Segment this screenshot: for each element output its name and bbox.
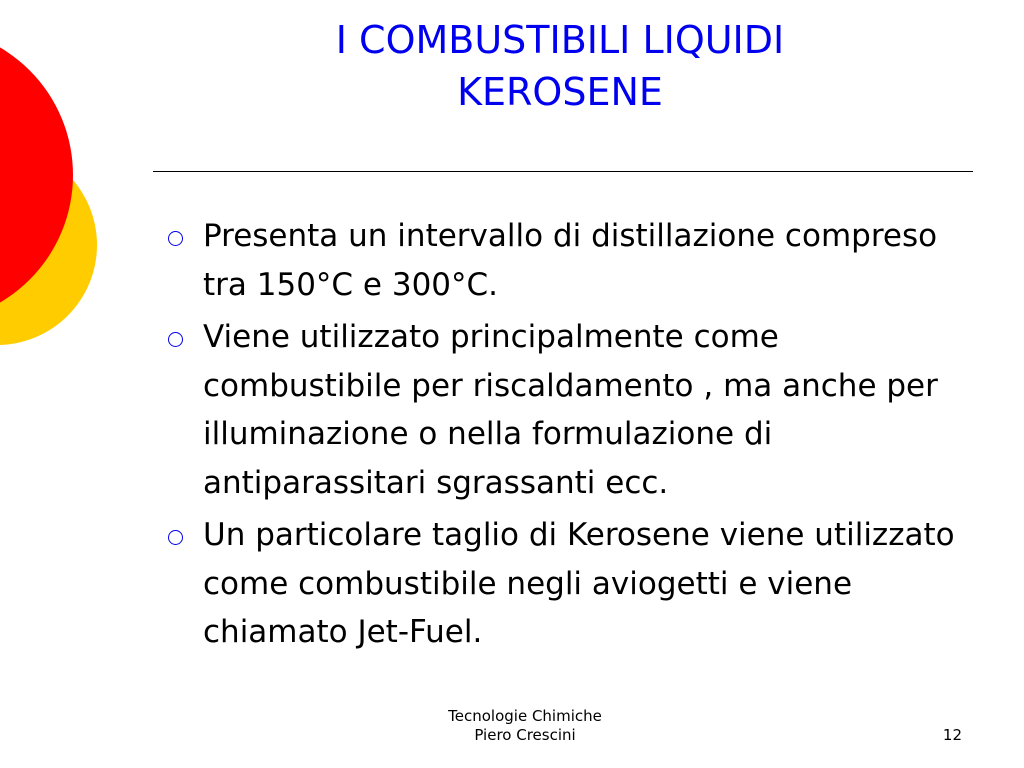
bullet-text: Viene utilizzato principalmente come combustibile per riscaldamento , ma anche per illuminazione o nella formulazione di antiparassitari sgrassanti ecc. <box>203 319 938 501</box>
bullet-text: Un particolare taglio di Kerosene viene utilizzato come combustibile negli aviogetti e viene chiamato Jet-Fuel. <box>203 517 955 650</box>
bullet-item <box>158 511 978 657</box>
title-line-2: KEROSENE <box>457 70 663 114</box>
page-number: 12 <box>942 726 962 744</box>
title-line-1: I COMBUSTIBILI LIQUIDI <box>335 18 785 62</box>
title-divider <box>153 171 973 172</box>
footer-course: Tecnologie Chimiche <box>448 707 602 725</box>
footer <box>380 707 670 745</box>
slide-title <box>200 14 920 118</box>
hollow-circle-bullet-icon <box>168 332 183 347</box>
bullet-text: Presenta un intervallo di distillazione compreso tra 150°C e 300°C. <box>203 218 938 303</box>
footer-author: Piero Crescini <box>474 726 576 744</box>
hollow-circle-bullet-icon <box>168 231 183 246</box>
bullet-list <box>158 212 978 661</box>
hollow-circle-bullet-icon <box>168 530 183 545</box>
bullet-item <box>158 313 978 507</box>
bullet-item <box>158 212 978 309</box>
decorative-circles <box>0 0 140 420</box>
